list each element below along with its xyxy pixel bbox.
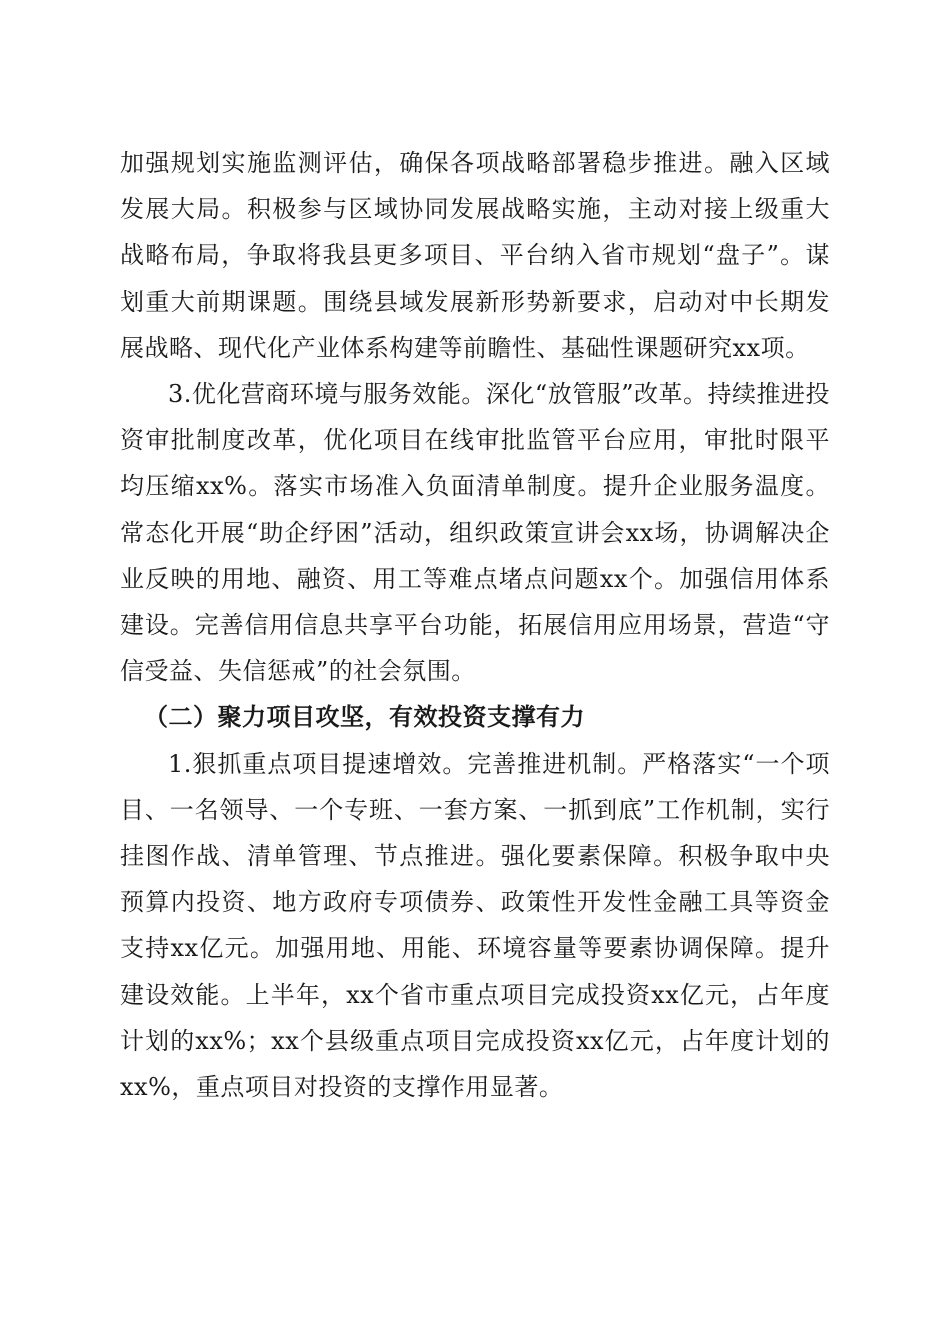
section-heading: （二）聚力项目攻坚，有效投资支撑有力 bbox=[144, 702, 585, 732]
body-paragraph: 3.优化营商环境与服务效能。深化“放管服”改革。持续推进投资审批制度改革，优化项目在线审批监管平台应用，审批时限平均压缩xx%。落实市场准入负面清单制度。提升企业服务温度。常态化开展“助企纾困”活动，组织政策宣讲会xx场，协调解决企业反映的用地、融资、用工等难点堵点问题xx个。加强信用体系建设。完善信用信息共享平台功能，拓展信用应用场景，营造“守信受益、失信惩戒”的社会氛围。 bbox=[120, 380, 830, 686]
body-paragraph: 1.狠抓重点项目提速增效。完善推进机制。严格落实“一个项目、一名领导、一个专班、一套方案、一抓到底”工作机制，实行挂图作战、清单管理、节点推进。强化要素保障。积极争取中央预算内投资、地方政府专项债券、政策性开发性金融工具等资金支持xx亿元。加强用地、用能、环境容量等要素协调保障。提升建设效能。上半年，xx个省市重点项目完成投资xx亿元，占年度计划的xx%；xx个县级重点项目完成投资xx亿元，占年度计划的xx%，重点项目对投资的支撑作用显著。 bbox=[120, 749, 830, 1102]
document-body bbox=[120, 140, 830, 1110]
body-paragraph: 加强规划实施监测评估，确保各项战略部署稳步推进。融入区域发展大局。积极参与区域协同发展战略实施，主动对接上级重大战略布局，争取将我县更多项目、平台纳入省市规划“盘子”。谋划重大前期课题。围绕县域发展新形势新要求，启动对中长期发展战略、现代化产业体系构建等前瞻性、基础性课题研究xx项。 bbox=[120, 149, 830, 362]
